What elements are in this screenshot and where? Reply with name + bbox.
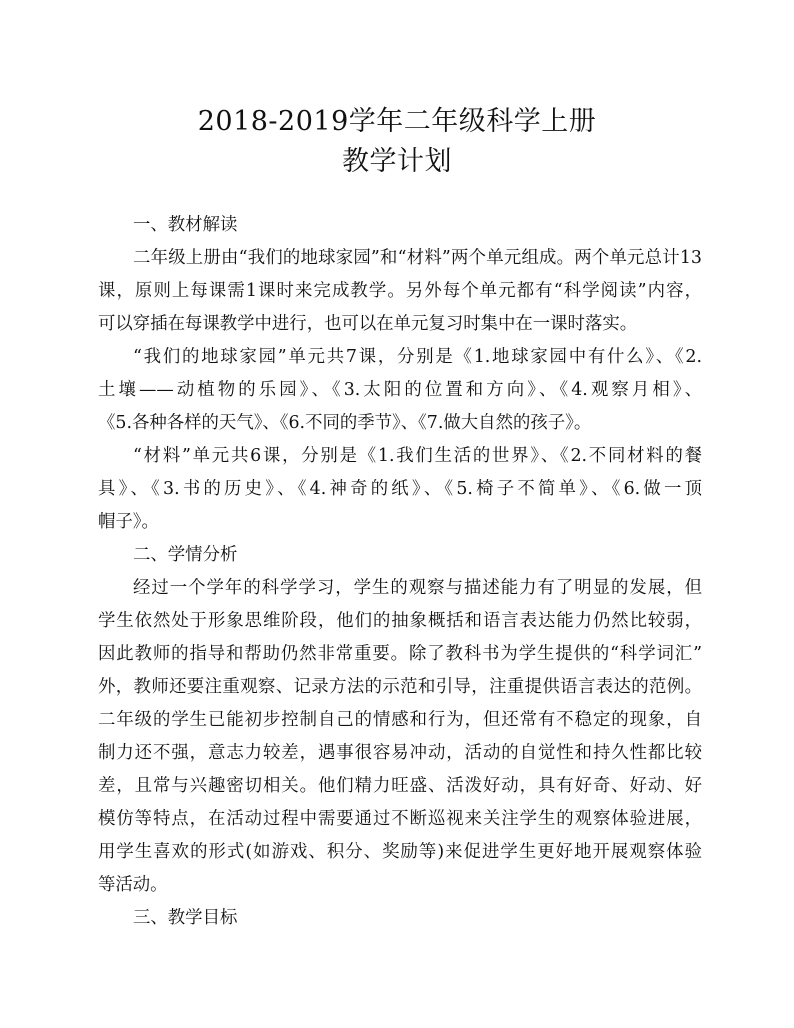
paragraph-line: 具》、《3.书的历史》、《4.神奇的纸》、《5.椅子不简单》、《6.做一顶 [98, 479, 702, 499]
section-heading-materials: 一、教材解读 [133, 215, 238, 235]
document-subtitle: 教学计划 [342, 146, 452, 177]
paragraph-line: 二年级的学生已能初步控制自己的情感和行为，但还常有不稳定的现象，自 [98, 710, 702, 730]
paragraph-line: 二年级上册由“我们的地球家园”和“材料”两个单元组成。两个单元总计13 [133, 248, 702, 268]
section-heading-student-analysis: 二、学情分析 [133, 545, 238, 565]
section-heading-teaching-goals: 三、教学目标 [133, 908, 238, 928]
paragraph-line: “材料”单元共6课，分别是《1.我们生活的世界》、《2.不同材料的餐 [133, 446, 702, 466]
paragraph-line: “我们的地球家园”单元共7课，分别是《1.地球家园中有什么》、《2. [133, 347, 702, 367]
paragraph-line: 可以穿插在每课教学中进行，也可以在单元复习时集中在一课时落实。 [98, 314, 638, 334]
paragraph-line: 用学生喜欢的形式(如游戏、积分、奖励等)来促进学生更好地开展观察体验 [98, 842, 702, 862]
document-title: 2018-2019学年二年级科学上册 [197, 106, 597, 137]
paragraph-line: 制力还不强，意志力较差，遇事很容易冲动，活动的自觉性和持久性都比较 [98, 743, 702, 763]
paragraph-line: 学生依然处于形象思维阶段，他们的抽象概括和语言表达能力仍然比较弱， [98, 611, 702, 631]
paragraph-line: 课，原则上每课需1课时来完成教学。另外每个单元都有“科学阅读”内容， [98, 281, 702, 301]
paragraph-line: 土壤——动植物的乐园》、《3.太阳的位置和方向》、《4.观察月相》、 [98, 380, 702, 400]
paragraph-line: 外，教师还要注重观察、记录方法的示范和引导，注重提供语言表达的范例。 [98, 677, 702, 697]
paragraph-line: 帽子》。 [98, 512, 159, 532]
paragraph-line: 等活动。 [98, 875, 168, 895]
paragraph-line: 模仿等特点，在活动过程中需要通过不断巡视来关注学生的观察体验进展， [98, 809, 702, 829]
paragraph-line: 《5.各种各样的天气》、《6.不同的季节》、《7.做大自然的孩子》。 [98, 413, 592, 433]
paragraph-line: 因此教师的指导和帮助仍然非常重要。除了教科书为学生提供的“科学词汇” [98, 644, 702, 664]
paragraph-line: 差，且常与兴趣密切相关。他们精力旺盛、活泼好动，具有好奇、好动、好 [98, 776, 702, 796]
paragraph-line: 经过一个学年的科学学习，学生的观察与描述能力有了明显的发展，但 [133, 578, 702, 598]
